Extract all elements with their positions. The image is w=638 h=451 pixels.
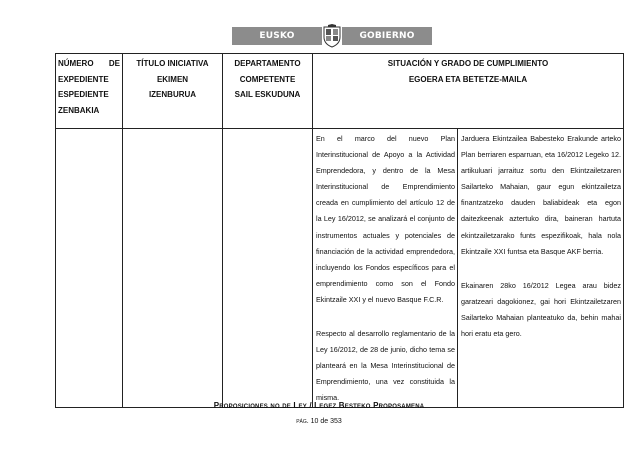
situacion-es-paragraph-2: Respecto al desarrollo reglamentario de la Ley 16/2012, de 28 de junio, dicho tema se planteará en la Mesa Interinstitucional de Emprendimiento, una vez constituida la misma. bbox=[316, 329, 455, 403]
government-logo bbox=[232, 27, 432, 59]
header-ekimen-label: EKIMEN bbox=[156, 74, 189, 84]
header-zenbakia-label: ZENBAKIA bbox=[58, 105, 100, 115]
situacion-es-paragraph-1: En el marco del nuevo Plan Interinstitucional de Apoyo a la Actividad Emprendedora, y dentro de la Mesa Interinstitucional de Emprendimiento creada en cumplimiento del artículo 12 de la Ley 16/2012, se analizará el conjunto de instrumentos actuales y potenciales de financiación de la actividad emprendedora, incluyendo los Fondos específicos para el emprendimiento como son el Fondo Ekintzaile XXI y el nuevo Basque F.C.R. bbox=[316, 134, 455, 304]
situacion-eu-paragraph-2: Ekainaren 28ko 16/2012 Legea arau bidez garatzeari dagokionez, gai hori Ekintzailetzaren Sailarteko Mahaian planteatuko da, behin mahai hori eratu eta gero. bbox=[461, 280, 621, 339]
header-cell-expediente bbox=[56, 54, 123, 129]
header-situacion-label: SITUACIÓN Y GRADO DE CUMPLIMIENTO bbox=[387, 59, 549, 68]
table-header-row bbox=[56, 54, 624, 129]
expediente-cell bbox=[56, 129, 123, 408]
page-count: 10 de 353 bbox=[310, 418, 342, 425]
footer-document-title: Proposiciones no de Ley / Legez Besteko Proposamena bbox=[213, 401, 425, 410]
header-espediente-label: ESPEDIENTE bbox=[58, 90, 109, 99]
header-izenburua-label: IZENBURUA bbox=[148, 90, 197, 99]
header-sail-label: SAIL ESKUDUNA bbox=[234, 90, 301, 99]
page-prefix: pág. bbox=[296, 418, 309, 425]
header-expediente-label: EXPEDIENTE bbox=[58, 74, 109, 84]
coat-of-arms-icon bbox=[322, 24, 342, 48]
header-departamento-label: DEPARTAMENTO bbox=[234, 59, 301, 68]
header-de-label: DE bbox=[108, 59, 120, 68]
situacion-es-cell bbox=[313, 129, 458, 408]
logo-text-spanish: GOBIERNO VASCO bbox=[342, 27, 432, 45]
header-cell-situacion bbox=[313, 54, 624, 129]
header-titulo-label: TÍTULO INICIATIVA bbox=[136, 59, 209, 68]
situacion-eu-cell bbox=[458, 129, 624, 408]
titulo-cell bbox=[123, 129, 223, 408]
header-egoera-label: EGOERA ETA BETETZE-MAILA bbox=[408, 74, 528, 84]
table-row bbox=[56, 129, 624, 408]
header-numero-label: NÚMERO bbox=[58, 59, 94, 68]
departamento-cell bbox=[223, 129, 313, 408]
logo-text-basque: EUSKO JAURLARITZA bbox=[232, 27, 322, 45]
situacion-eu-paragraph-1: Jarduera Ekintzailea Babesteko Erakunde arteko Plan berriaren esparruan, eta 16/2012 Legeko 12. artikuluari jarraituz sortu den Ekintzailetzaren Sailarteko Mahaian, gaur egun ekintzailetza finantzatzeko dauden baliabideak eta egon daitezkeenak aztertuko dira, baineran hartuta ekintzailetzarako funts espezifikoak, hala nola Ekintzaile XXI funtsa eta Basque AKF berria. bbox=[461, 134, 621, 256]
header-cell-titulo bbox=[123, 54, 223, 129]
header-cell-departamento bbox=[223, 54, 313, 129]
footer-page-number bbox=[0, 418, 638, 425]
header-competente-label: COMPETENTE bbox=[239, 74, 296, 84]
initiatives-table bbox=[55, 53, 624, 408]
